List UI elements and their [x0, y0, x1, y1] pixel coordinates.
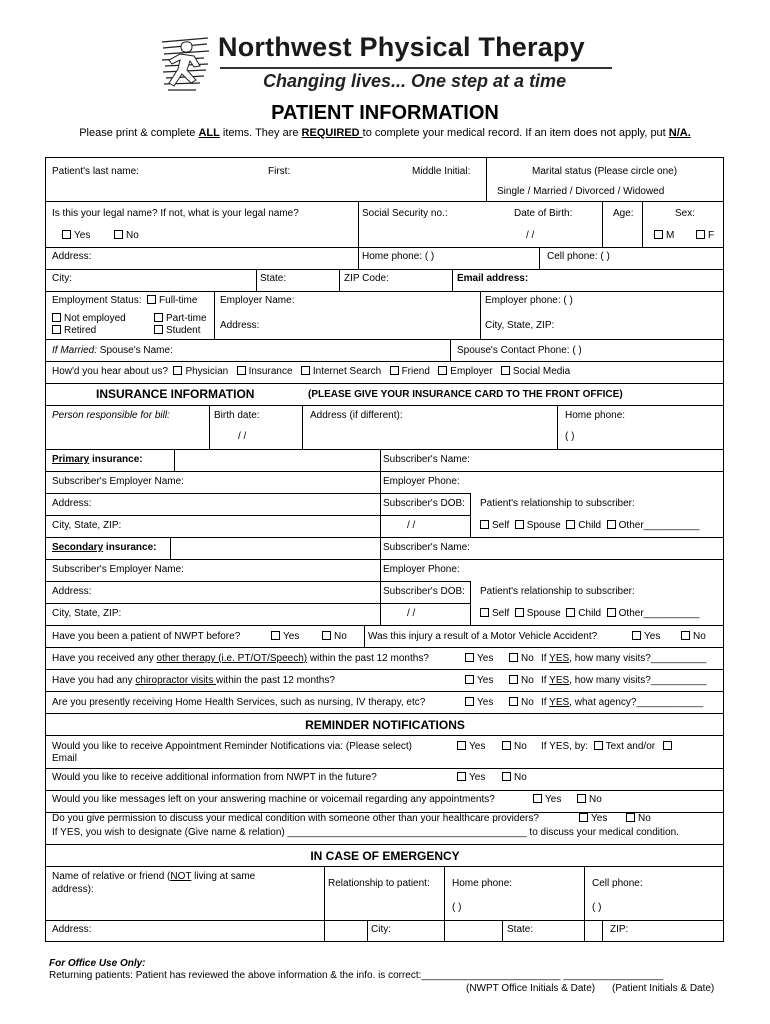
form-rule [642, 201, 643, 247]
friend-option[interactable]: Friend [401, 366, 430, 377]
checkbox-icon [480, 608, 489, 617]
form-rule [324, 866, 325, 942]
employer-option[interactable]: Employer [450, 366, 493, 377]
form-rule [584, 866, 585, 942]
option-label: Yes [469, 741, 486, 752]
cell-phone-label: Cell phone: ( ) [547, 251, 610, 262]
appt-reminder-question: Would you like to receive Appointment Reminder Notifications via: (Please select) [52, 741, 412, 752]
option-label: No [521, 675, 534, 686]
instr-text-2: items. They are [219, 127, 302, 139]
injury-no[interactable] [681, 631, 706, 643]
form-rule [339, 269, 340, 291]
checkbox-icon [457, 772, 466, 781]
checkbox-icon [663, 741, 672, 750]
form-rule [46, 383, 723, 384]
other-therapy-visits [541, 653, 706, 665]
form-rule [470, 581, 471, 625]
form-rule [46, 269, 723, 270]
relative-address-line: address): [52, 884, 94, 895]
q-text: within the past 12 months? [307, 653, 429, 664]
ssn-label: Social Security no.: [362, 208, 448, 219]
form-rule [557, 405, 558, 449]
additional-info-no[interactable] [502, 772, 527, 784]
spouse-name-text: Spouse's Name: [97, 345, 173, 356]
chiropractor-visits [541, 675, 706, 687]
home-health-no[interactable] [509, 697, 534, 709]
form-rule [46, 449, 723, 450]
if-married-text: If Married: [52, 345, 98, 356]
form-rule [46, 844, 723, 845]
primary-relationship-options [480, 520, 699, 532]
option-label: No [126, 230, 139, 241]
visits-text: , how many visits?__________ [569, 675, 707, 686]
checkbox-icon [480, 520, 489, 529]
insurance-heading: INSURANCE INFORMATION [96, 387, 255, 401]
other-therapy-no[interactable] [509, 653, 534, 665]
option-label: No [638, 813, 651, 824]
office-use-label: For Office Use Only: [49, 958, 146, 969]
option-label: Part-time [166, 313, 207, 324]
ins-home-phone-paren: ( ) [565, 431, 575, 442]
insurance-option[interactable]: Insurance [248, 366, 293, 377]
checkbox-icon [509, 697, 518, 706]
insurance-text: insurance: [103, 542, 157, 553]
how-heard-row [52, 366, 570, 378]
home-health-question: Are you presently receiving Home Health Services, such as nursing, IV therapy, etc? [52, 697, 426, 708]
em-zip-label: ZIP: [610, 924, 629, 935]
form-rule [46, 735, 723, 736]
form-rule [358, 201, 359, 247]
designate-line[interactable]: If YES, you wish to designate (Give name & relation) ___________________________________________ to discuss your medical condition. [52, 827, 679, 838]
checkbox-icon [465, 697, 474, 706]
secondary-insurance-label [52, 542, 157, 554]
option-label: Yes [477, 697, 494, 708]
form-rule [46, 493, 470, 494]
email-label: Email address: [457, 273, 529, 284]
form-rule [214, 291, 215, 339]
checkbox-icon [465, 653, 474, 662]
form-rule [502, 920, 503, 942]
option-label: Not employed [64, 313, 126, 324]
form-rule [46, 291, 723, 292]
form-rule [46, 625, 723, 626]
ins-home-phone-label: Home phone: [565, 410, 626, 421]
other-therapy-yes[interactable] [465, 653, 493, 665]
sex-f-option[interactable] [696, 230, 714, 242]
spouse-name-label [52, 345, 173, 357]
em-home-phone-paren: ( ) [452, 902, 462, 913]
secondary-employer-phone-label: Employer Phone: [383, 564, 460, 575]
form-rule [46, 581, 470, 582]
checkbox-icon [62, 230, 71, 239]
checkbox-icon [114, 230, 123, 239]
returning-patients-line[interactable]: Returning patients: Patient has reviewed the above information & the info. is correct:_________________________ __________________ [49, 970, 664, 981]
instr-required: REQUIRED [301, 127, 363, 139]
form-rule [602, 201, 603, 247]
emergency-heading: IN CASE OF EMERGENCY [310, 849, 460, 863]
option-label: Yes [477, 653, 494, 664]
sex-m-option[interactable] [654, 230, 674, 242]
form-rule [46, 790, 723, 791]
primary-sub-employer-label: Subscriber's Employer Name: [52, 476, 184, 487]
injury-yes[interactable] [632, 631, 660, 643]
marital-options[interactable]: Single / Married / Divorced / Widowed [497, 186, 665, 197]
patient-before-no[interactable] [322, 631, 347, 643]
checkbox-icon [509, 675, 518, 684]
form-header [0, 0, 770, 150]
form-rule [470, 493, 471, 537]
part-time-option[interactable] [154, 313, 207, 325]
checkbox-icon [147, 295, 156, 304]
chiropractor-yes[interactable] [465, 675, 493, 687]
insurance-note: (PLEASE GIVE YOUR INSURANCE CARD TO THE FRONT OFFICE) [308, 389, 623, 400]
sex-label: Sex: [675, 208, 696, 219]
form-rule [46, 201, 723, 202]
em-home-phone-label: Home phone: [452, 878, 513, 889]
form-rule [302, 405, 303, 449]
spouse-option[interactable]: Spouse [526, 520, 561, 531]
relative-text: Name of relative or friend ( [52, 871, 171, 882]
form-rule [46, 559, 723, 560]
em-address-label: Address: [52, 924, 92, 935]
dob-label: Date of Birth: [514, 208, 573, 219]
primary-city-label: City, State, ZIP: [52, 520, 122, 531]
primary-employer-phone-label: Employer Phone: [383, 476, 460, 487]
responsible-label: Person responsible for bill: [52, 410, 170, 421]
not-underlined: NOT [170, 871, 192, 882]
checkbox-icon [465, 675, 474, 684]
address-different-label: Address (if different): [310, 410, 403, 421]
middle-initial-label: Middle Initial: [412, 166, 471, 177]
form-rule [46, 866, 723, 867]
option-label: Yes [545, 794, 562, 805]
checkbox-icon [237, 366, 246, 375]
brand-name: Northwest Physical Therapy [218, 32, 585, 62]
self-option[interactable]: Self [492, 520, 510, 531]
form-rule [539, 247, 540, 269]
instr-text-1: Please print & complete [79, 127, 199, 139]
social-option[interactable]: Social Media [512, 366, 571, 377]
yes-underlined: YES [549, 653, 570, 664]
checkbox-icon [515, 520, 524, 529]
how-heard-label: How'd you hear about us? [52, 366, 168, 377]
checkbox-icon [654, 230, 663, 239]
form-rule [170, 537, 171, 559]
home-phone-label: Home phone: ( ) [362, 251, 435, 262]
form-rule [452, 269, 453, 291]
em-cell-phone-label: Cell phone: [592, 878, 643, 889]
relative-name-label [52, 871, 255, 883]
checkbox-icon [154, 313, 163, 322]
option-label: Yes [74, 230, 91, 241]
patient-initials-caption: (Patient Initials & Date) [612, 983, 715, 994]
option-label: No [693, 631, 706, 642]
option-label: No [334, 631, 347, 642]
patient-before-yes[interactable] [271, 631, 299, 643]
birth-date-slashes: / / [238, 431, 247, 442]
form-rule [444, 866, 445, 942]
option-label: Yes [644, 631, 661, 642]
spouse-phone-label: Spouse's Contact Phone: ( ) [457, 345, 582, 356]
checkbox-icon [502, 741, 511, 750]
additional-info-yes[interactable] [457, 772, 485, 784]
reminder-heading: REMINDER NOTIFICATIONS [305, 718, 465, 732]
child-option[interactable]: Child [578, 520, 602, 531]
zip-label: ZIP Code: [344, 273, 389, 284]
text-option[interactable]: Text and/or [605, 741, 656, 752]
legal-name-label: Is this your legal name? If not, what is your legal name? [52, 208, 299, 219]
form-rule [46, 713, 723, 714]
primary-text: Primary [52, 454, 90, 465]
q-text: within the past 12 months? [215, 675, 335, 686]
checkbox-icon [173, 366, 182, 375]
checkbox-icon [52, 313, 61, 322]
checkbox-icon [271, 631, 280, 640]
marital-status-label: Marital status (Please circle one) [532, 166, 678, 177]
visits-text: , how many visits?__________ [569, 653, 707, 664]
form-rule [46, 768, 723, 769]
employment-status-label [52, 295, 197, 307]
additional-info-question: Would you like to receive additional information from NWPT in the future? [52, 772, 377, 783]
home-health-agency [541, 697, 703, 709]
discuss-no[interactable] [626, 813, 651, 825]
checkbox-icon [322, 631, 331, 640]
secondary-sub-employer-label: Subscriber's Employer Name: [52, 564, 184, 575]
form-rule [46, 515, 470, 516]
q-text: Have you received any [52, 653, 157, 664]
checkbox-icon [501, 366, 510, 375]
child-option[interactable]: Child [578, 608, 602, 619]
employer-name-label: Employer Name: [220, 295, 295, 306]
legal-yes-option[interactable] [62, 230, 90, 242]
instr-na: N/A. [668, 127, 691, 139]
option-label: Yes [591, 813, 608, 824]
secondary-city-label: City, State, ZIP: [52, 608, 122, 619]
form-rule [46, 247, 723, 248]
address-label: Address: [52, 251, 92, 262]
checkbox-icon [515, 608, 524, 617]
if-text: If [541, 653, 550, 664]
option-label: No [514, 772, 527, 783]
agency-text: , what agency?____________ [569, 697, 704, 708]
checkbox-icon [681, 631, 690, 640]
injury-question: Was this injury a result of a Motor Vehicle Accident? [368, 631, 598, 642]
secondary-relationship-label: Patient's relationship to subscriber: [480, 586, 635, 597]
full-time-option[interactable]: Full-time [159, 295, 198, 306]
student-option[interactable] [154, 325, 200, 337]
form-rule [367, 920, 368, 942]
q-underlined: other therapy (i.e. PT/OT/Speech) [156, 653, 308, 664]
form-rule [209, 405, 210, 449]
birth-date-label: Birth date: [214, 410, 260, 421]
form-rule [46, 647, 723, 648]
secondary-address-label: Address: [52, 586, 92, 597]
secondary-relationship-options [480, 608, 699, 620]
checkbox-icon [438, 366, 447, 375]
brand-rule [220, 67, 612, 69]
option-label: Yes [469, 772, 486, 783]
form-rule [46, 405, 723, 406]
retired-option[interactable] [52, 325, 96, 337]
form-rule [380, 537, 381, 625]
form-rule [46, 471, 723, 472]
form-rule [364, 625, 365, 647]
city-label: City: [52, 273, 72, 284]
patient-before-question: Have you been a patient of NWPT before? [52, 631, 241, 642]
em-state-label: State: [507, 924, 534, 935]
instr-text-3: to complete your medical record. If an item does not apply, put [362, 127, 669, 139]
form-rule [46, 691, 723, 692]
em-cell-phone-paren: ( ) [592, 902, 602, 913]
checkbox-icon [607, 608, 616, 617]
internet-option[interactable]: Internet Search [312, 366, 382, 377]
primary-dob-slashes: / / [407, 520, 416, 531]
yes-underlined: YES [549, 675, 570, 686]
form-rule [46, 537, 723, 538]
option-label: No [589, 794, 602, 805]
q-underlined: chiropractor visits [135, 675, 216, 686]
yes-underlined: YES [549, 697, 570, 708]
discuss-question: Do you give permission to discuss your medical condition with someone other than your healthcare providers? [52, 813, 539, 824]
self-option[interactable]: Self [492, 608, 510, 619]
page-title: PATIENT INFORMATION [271, 102, 499, 124]
first-name-label: First: [268, 166, 291, 177]
checkbox-icon [457, 741, 466, 750]
option-label: No [521, 697, 534, 708]
checkbox-icon [696, 230, 705, 239]
form-rule [46, 603, 470, 604]
form-rule [480, 291, 481, 339]
runner-logo-icon [160, 36, 212, 94]
form-rule [380, 449, 381, 537]
other-option[interactable]: Other__________ [618, 520, 700, 531]
checkbox-icon [533, 794, 542, 803]
option-label: Student [166, 325, 201, 336]
checkbox-icon [607, 520, 616, 529]
form-rule [486, 158, 487, 201]
checkbox-icon [502, 772, 511, 781]
employer-phone-label: Employer phone: ( ) [485, 295, 573, 306]
age-label: Age: [613, 208, 634, 219]
other-therapy-question [52, 653, 429, 665]
other-option[interactable]: Other__________ [618, 608, 700, 619]
messages-no[interactable] [577, 794, 602, 806]
dob-slashes: / / [526, 230, 535, 241]
state-label: State: [260, 273, 287, 284]
primary-subscriber-name-label: Subscriber's Name: [383, 454, 470, 465]
home-health-yes[interactable] [465, 697, 493, 709]
checkbox-icon [577, 794, 586, 803]
checkbox-icon [626, 813, 635, 822]
secondary-subscriber-name-label: Subscriber's Name: [383, 542, 470, 553]
employer-address-label: Address: [220, 320, 260, 331]
form-rule [46, 669, 723, 670]
form-rule [46, 920, 723, 921]
relative-text: living at same [191, 871, 256, 882]
instr-all: ALL [198, 127, 220, 139]
physician-option[interactable]: Physician [185, 366, 229, 377]
relationship-to-patient-label: Relationship to patient: [328, 878, 430, 889]
form-rule [256, 269, 257, 291]
employer-city-label: City, State, ZIP: [485, 320, 555, 331]
option-label: Yes [477, 675, 494, 686]
chiropractor-question [52, 675, 335, 687]
checkbox-icon [632, 631, 641, 640]
secondary-sub-dob-label: Subscriber's DOB: [383, 586, 465, 597]
q-text: Have you had any [52, 675, 136, 686]
chiropractor-no[interactable] [509, 675, 534, 687]
checkbox-icon [594, 741, 603, 750]
discuss-yes[interactable] [579, 813, 607, 825]
secondary-text: Secondary [52, 542, 104, 553]
if-text: If [541, 697, 550, 708]
appt-reminder-yes[interactable] [457, 741, 485, 753]
form-rule [46, 339, 723, 340]
not-employed-option[interactable] [52, 313, 126, 325]
insurance-text: insurance: [89, 454, 143, 465]
checkbox-icon [579, 813, 588, 822]
instructions [0, 127, 770, 139]
legal-no-option[interactable] [114, 230, 139, 242]
last-name-label: Patient's last name: [52, 166, 139, 177]
appt-reminder-no[interactable] [502, 741, 527, 753]
form-rule [450, 339, 451, 361]
option-label: No [521, 653, 534, 664]
checkbox-icon [390, 366, 399, 375]
primary-insurance-label [52, 454, 143, 466]
spouse-option[interactable]: Spouse [526, 608, 561, 619]
form-rule [602, 920, 603, 942]
option-label: No [514, 741, 527, 752]
if-yes-by: If YES, by: [541, 741, 589, 752]
option-label: F [708, 230, 715, 241]
form-rule [174, 449, 175, 471]
checkbox-icon [566, 520, 575, 529]
checkbox-icon [154, 325, 163, 334]
form-rule [46, 361, 723, 362]
option-label: Retired [64, 325, 97, 336]
em-city-label: City: [371, 924, 391, 935]
primary-relationship-label: Patient's relationship to subscriber: [480, 498, 635, 509]
checkbox-icon [52, 325, 61, 334]
appt-reminder-by [541, 741, 675, 753]
checkbox-icon [566, 608, 575, 617]
appt-email-option[interactable]: Email [52, 753, 78, 764]
primary-sub-dob-label: Subscriber's DOB: [383, 498, 465, 509]
checkbox-icon [301, 366, 310, 375]
if-text: If [541, 675, 550, 686]
secondary-dob-slashes: / / [407, 608, 416, 619]
checkbox-icon [509, 653, 518, 662]
tagline: Changing lives... One step at a time [263, 71, 567, 91]
messages-question: Would you like messages left on your answering machine or voicemail regarding any appointments? [52, 794, 495, 805]
option-label: M [666, 230, 675, 241]
form-rule [358, 247, 359, 269]
option-label: Yes [283, 631, 300, 642]
primary-address-label: Address: [52, 498, 92, 509]
messages-yes[interactable] [533, 794, 561, 806]
employment-status-text: Employment Status: [52, 295, 142, 306]
nwpt-initials-caption: (NWPT Office Initials & Date) [466, 983, 596, 994]
